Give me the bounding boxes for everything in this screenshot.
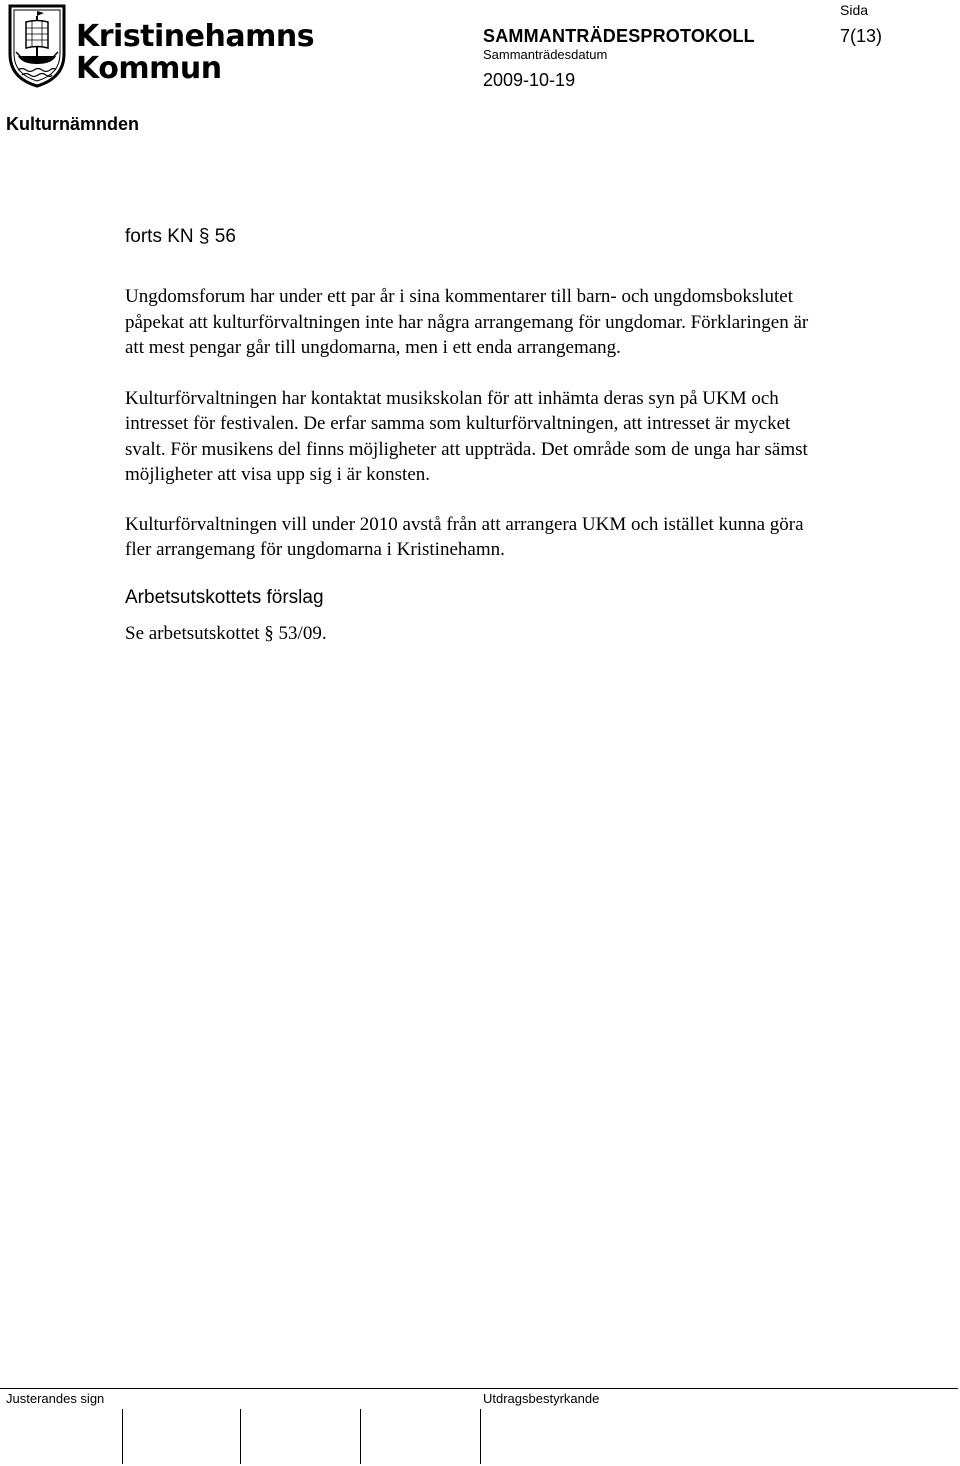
ship-crest-icon: [6, 2, 68, 88]
signature-box-divider: [122, 1409, 123, 1464]
logo-text-line2: Kommun: [76, 51, 222, 86]
page-number: 7(13): [840, 26, 883, 46]
paragraph: Kulturförvaltningen vill under 2010 avstå från att arrangera UKM och istället kunna göra fler arrangemang för ungdomarna i Kristinehamn.: [125, 513, 804, 560]
extract-certification-label: Utdragsbestyrkande: [483, 1391, 600, 1406]
committee-name: Kulturnämnden: [6, 114, 139, 134]
meeting-date-label: Sammanträdesdatum: [483, 47, 608, 62]
signature-box-divider: [360, 1409, 361, 1464]
paragraph: Ungdomsforum har under ett par år i sina kommentarer till barn- och ungdomsbokslutet påpekat att kulturförvaltningen inte har några arrangemang för ungdomar. Förklaringen är att mest pengar går till ungdomarna, men i ett enda arrangemang.: [125, 286, 809, 358]
section-heading: Arbetsutskottets förslag: [125, 586, 324, 608]
protocol-body: [125, 224, 825, 647]
proposal-text: Se arbetsutskottet § 53/09.: [125, 622, 327, 644]
section-reference: forts KN § 56: [125, 226, 236, 247]
signature-label: Justerandes sign: [6, 1391, 105, 1406]
signature-box-divider: [480, 1409, 481, 1464]
page-label: Sida: [840, 2, 869, 18]
footer-divider: [0, 1388, 958, 1389]
meeting-date: 2009-10-19: [483, 70, 576, 90]
municipality-logo: [6, 2, 315, 90]
logo-text-line1: Kristinehamns: [76, 19, 315, 54]
paragraph: Kulturförvaltningen har kontaktat musikskolan för att inhämta deras syn på UKM och intresset för festivalen. De erfar samma som kulturförvaltningen, att intresset är mycket svalt. För musikens del finns möjligheter att uppträda. Det område som de unga har sämst möjligheter att visa upp sig i är konsten.: [125, 387, 808, 485]
signature-box-divider: [240, 1409, 241, 1464]
document-type-title: SAMMANTRÄDESPROTOKOLL: [483, 26, 755, 46]
